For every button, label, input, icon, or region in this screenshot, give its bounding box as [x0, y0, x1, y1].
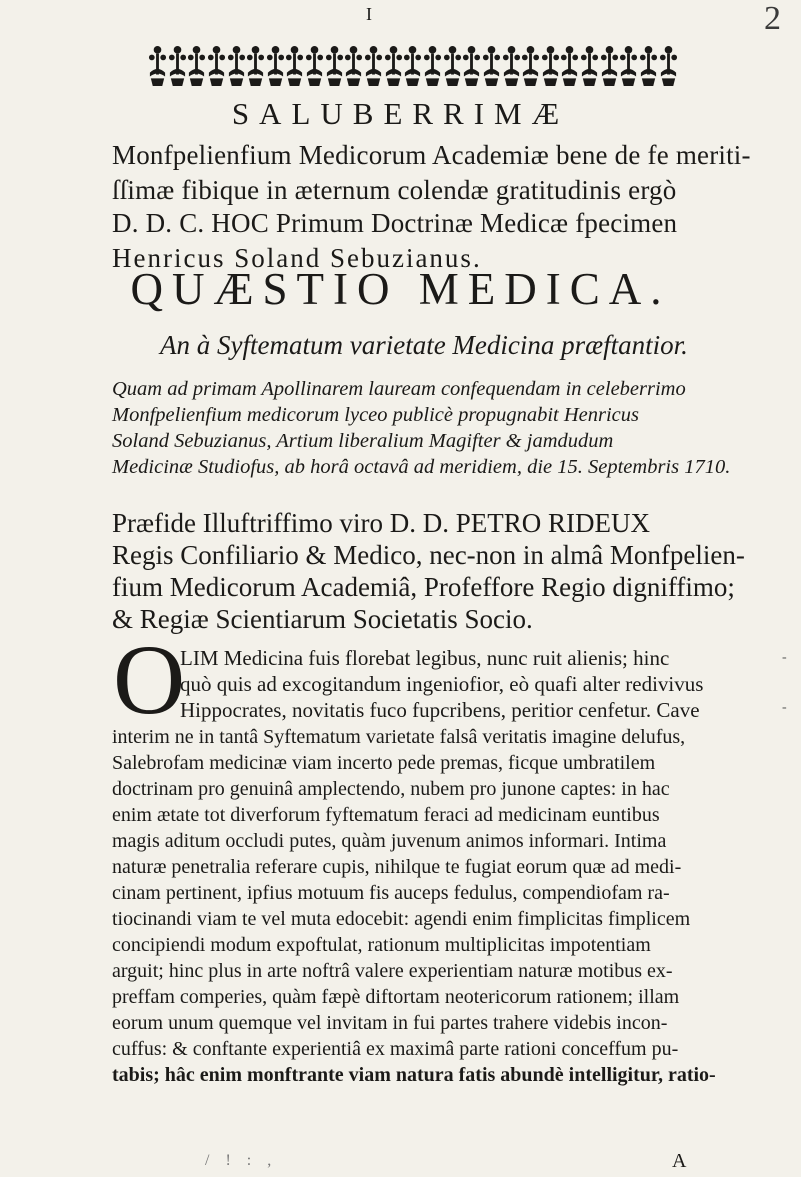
- body-line: cuffus: & conftante experientiâ ex maximâ parte rationi conceffum pu-: [112, 1038, 679, 1060]
- fleuron-icon: [207, 44, 226, 88]
- presid-line: Regis Confiliario & Medico, nec-non in almâ Monfpelien-: [112, 540, 745, 570]
- presid-line: & Regiæ Scientiarum Societatis Socio.: [112, 604, 533, 634]
- fleuron-icon: [148, 44, 167, 88]
- intro-line: Monfpelienfium Medicorum Academiæ bene de fe meriti-: [112, 140, 751, 170]
- page-number-corner: 2: [764, 0, 781, 37]
- fleuron-icon: [619, 44, 638, 88]
- fleuron-icon: [443, 44, 462, 88]
- fleuron-icon: [403, 44, 422, 88]
- body-line: LIM Medicina fuis florebat legibus, nunc ruit alienis; hinc: [180, 646, 670, 670]
- defense-line: Quam ad primam Apollinarem lauream confequendam in celeberrimo: [112, 378, 686, 400]
- fleuron-icon: [659, 44, 678, 88]
- presid-line: Præfide Illuftriffimo viro D. D. PETRO RIDEUX: [112, 508, 650, 538]
- fleuron-icon: [639, 44, 658, 88]
- fleuron-icon: [502, 44, 521, 88]
- margin-mark: -: [782, 650, 787, 665]
- body-line: tabis; hâc enim monftrante viam natura fatis abundè intelligitur, ratio-: [112, 1064, 716, 1086]
- question-title: An à Syftematum varietate Medicina præftantior.: [160, 330, 688, 360]
- fleuron-icon: [423, 44, 442, 88]
- body-line: naturæ penetralia referare cupis, nihilque te fugiat eorum quæ ad medi-: [112, 856, 682, 878]
- fleuron-icon: [541, 44, 560, 88]
- body-line: interim ne in tantâ Syftematum varietate falsâ veritatis imagine delufus,: [112, 726, 686, 748]
- fleuron-icon: [266, 44, 285, 88]
- defense-line: Monfpelienfium medicorum lyceo publicè propugnabit Henricus: [112, 404, 640, 426]
- fleuron-icon: [580, 44, 599, 88]
- fleuron-icon: [227, 44, 246, 88]
- fleuron-icon: [246, 44, 265, 88]
- defense-line: Soland Sebuzianus, Artium liberalium Magifter & jamdudum: [112, 430, 614, 452]
- fleuron-icon: [325, 44, 344, 88]
- body-line: doctrinam pro genuinâ amplectendo, nubem pro junone captes: in hac: [112, 778, 670, 800]
- questio-title: QUÆSTIO MEDICA.: [130, 264, 671, 314]
- body-line: magis aditum occludi putes, quàm juvenum animos informari. Intima: [112, 830, 667, 852]
- presid-line: fium Medicorum Academiâ, Profeffore Regio digniffimo;: [112, 572, 735, 602]
- fleuron-icon: [168, 44, 187, 88]
- intro-line: ſſimæ fibique in æternum colendæ gratitudinis ergò: [112, 175, 677, 205]
- fleuron-icon: [187, 44, 206, 88]
- body-line: concipiendi modum expoftulat, rationum multiplicitas impotentiam: [112, 934, 651, 956]
- fleuron-icon: [285, 44, 304, 88]
- fleuron-icon: [344, 44, 363, 88]
- fleuron-icon: [364, 44, 383, 88]
- drop-cap: O: [113, 624, 186, 735]
- fleuron-icon: [521, 44, 540, 88]
- body-line: arguit; hinc plus in arte noftrâ valere experientiam naturæ motibus ex-: [112, 960, 673, 982]
- fleuron-icon: [560, 44, 579, 88]
- body-line: Salebrofam medicinæ viam incerto pede premas, ficque umbratilem: [112, 752, 656, 774]
- fleuron-icon: [600, 44, 619, 88]
- body-line: Hippocrates, novitatis fuco fupcribens, peritior cenfetur. Cave: [180, 698, 700, 722]
- intro-line: D. D. C. HOC Primum Doctrinæ Medicæ fpecimen: [112, 208, 678, 238]
- fleuron-icon: [482, 44, 501, 88]
- body-line: cinam pertinent, ipfius motuum fis auceps fedulus, compendiofam ra-: [112, 882, 670, 904]
- page-number-top: I: [366, 4, 372, 24]
- defense-line: Medicinæ Studiofus, ab horâ octavâ ad meridiem, die 15. Septembris 1710.: [112, 456, 731, 478]
- body-line: quò quis ad excogitandum ingeniofior, eò quafi alter redivivus: [180, 672, 704, 696]
- dedication-heading: SALUBERRIMÆ: [231, 96, 570, 131]
- signature-mark: A: [672, 1150, 687, 1172]
- body-line: preffam comperies, quàm fæpè diftortam neotericorum rationem; illam: [112, 986, 680, 1008]
- fleuron-icon: [462, 44, 481, 88]
- bleed-through-marks: / ! : ,: [205, 1152, 278, 1169]
- fleuron-border: [148, 40, 678, 88]
- margin-mark: -: [782, 700, 787, 715]
- body-line: enim ætate tot diverforum fyftematum feraci ad medicinam euntibus: [112, 804, 660, 826]
- fleuron-icon: [384, 44, 403, 88]
- fleuron-icon: [305, 44, 324, 88]
- intro-line: Henricus Soland Sebuzianus.: [112, 243, 482, 273]
- body-line: eorum unum quemque vel invitam in fui partes trahere videbis incon-: [112, 1012, 668, 1034]
- body-line: tiocinandi viam te vel muta edocebit: agendi enim fimplicitas fimplicem: [112, 908, 691, 930]
